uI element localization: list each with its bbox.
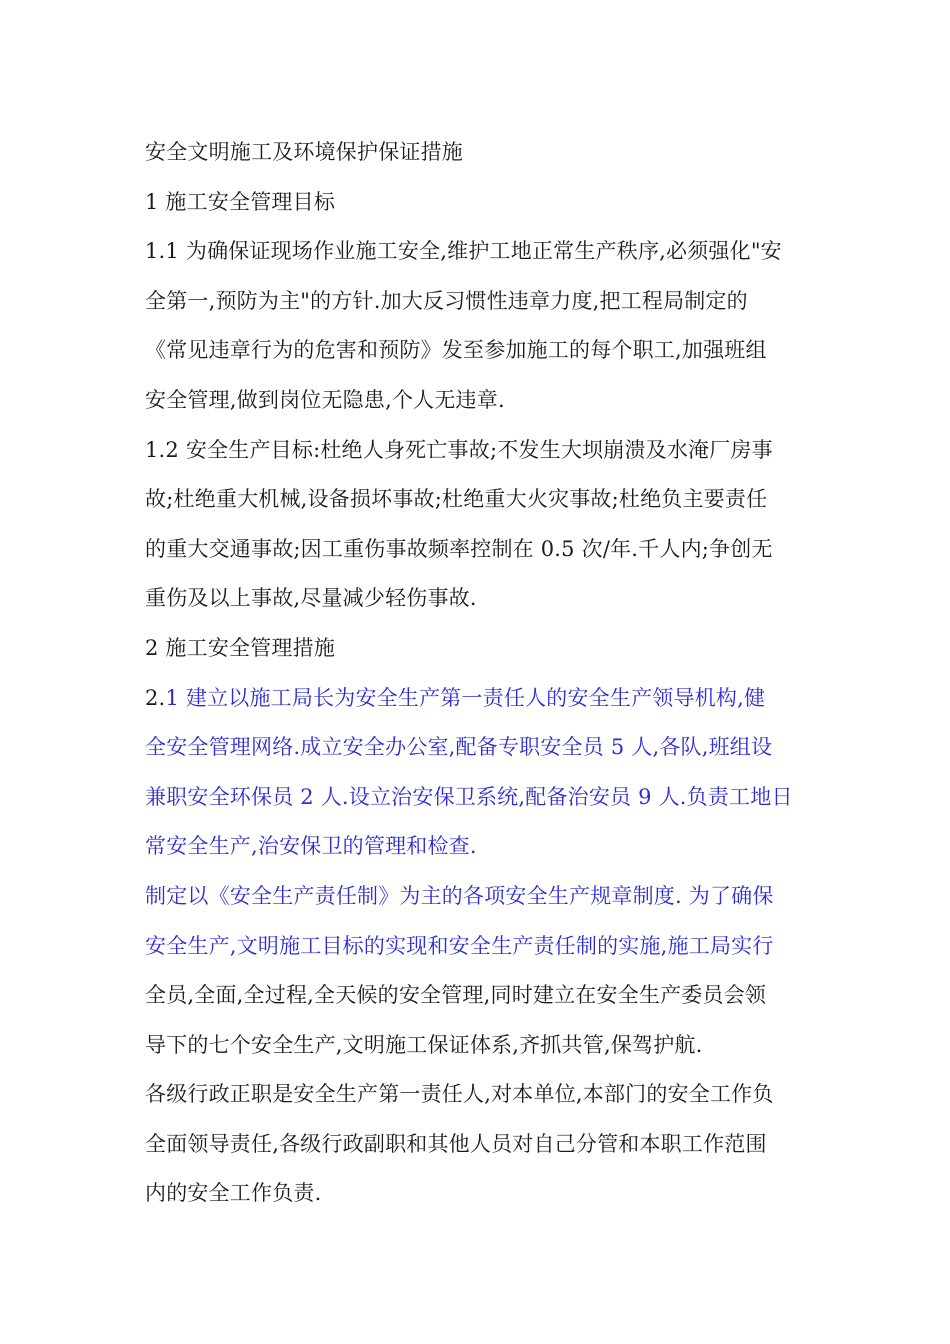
paragraph-line: 兼职安全环保员 2 人.设立治安保卫系统,配备治安员 9 人.负责工地日 (145, 784, 793, 809)
paragraph-line: 《常见违章行为的危害和预防》发至参加施工的每个职工,加强班组 (145, 338, 767, 363)
section-2-heading: 2 施工安全管理措施 (145, 635, 336, 660)
paragraph-line: 的重大交通事故;因工重伤事故频率控制在 0.5 次/年.千人内;争创无 (145, 536, 773, 561)
paragraph-line: 常安全生产,治安保卫的管理和检查. (145, 834, 477, 859)
paragraph-line: 各级行政正职是安全生产第一责任人,对本单位,本部门的安全工作负 (145, 1082, 774, 1107)
paragraph-line: 故;杜绝重大机械,设备损坏事故;杜绝重大火灾事故;杜绝负主要责任 (145, 487, 768, 512)
paragraph-line: 重伤及以上事故,尽量减少轻伤事故. (145, 586, 477, 611)
paragraph-line: 全面领导责任,各级行政副职和其他人员对自己分管和本职工作范围 (145, 1131, 767, 1156)
document-page (145, 128, 810, 1219)
paragraph-2-1 (145, 674, 810, 872)
section-1-heading: 1 施工安全管理目标 (145, 189, 336, 214)
paragraph-line: 全安全管理网络.成立安全办公室,配备专职安全员 5 人,各队,班组设 (145, 735, 773, 760)
paragraph-line: 安全生产,文明施工目标的实现和安全生产责任制的实施,施工局实行 (145, 933, 774, 958)
paragraph-2-3 (145, 1070, 810, 1219)
paragraph-1-1 (145, 227, 810, 425)
paragraph-line: 制定以《安全生产责任制》为主的各项安全生产规章制度. 为了确保 (145, 883, 774, 908)
paragraph-line: 导下的七个安全生产,文明施工保证体系,齐抓共管,保驾护航. (145, 1032, 703, 1057)
paragraph-number-prefix: 2. (145, 685, 166, 710)
paragraph-line: 安全管理,做到岗位无隐患,个人无违章. (145, 387, 505, 412)
document-title: 安全文明施工及环境保护保证措施 (145, 140, 463, 164)
paragraph-1-2 (145, 426, 810, 624)
highlighted-text: 1 建立以施工局长为安全生产第一责任人的安全生产领导机构,健 (165, 685, 766, 710)
paragraph-line: 1.1 为确保证现场作业施工安全,维护工地正常生产秩序,必须强化"安 (145, 239, 782, 264)
paragraph-line (145, 674, 810, 724)
paragraph-line: 全第一,预防为主"的方针.加大反习惯性违章力度,把工程局制定的 (145, 288, 748, 313)
paragraph-line: 1.2 安全生产目标:杜绝人身死亡事故;不发生大坝崩溃及水淹厂房事 (145, 437, 773, 462)
paragraph-line: 全员,全面,全过程,全天候的安全管理,同时建立在安全生产委员会领 (145, 983, 767, 1008)
paragraph-2-2 (145, 872, 810, 1070)
paragraph-line: 内的安全工作负责. (145, 1181, 322, 1206)
